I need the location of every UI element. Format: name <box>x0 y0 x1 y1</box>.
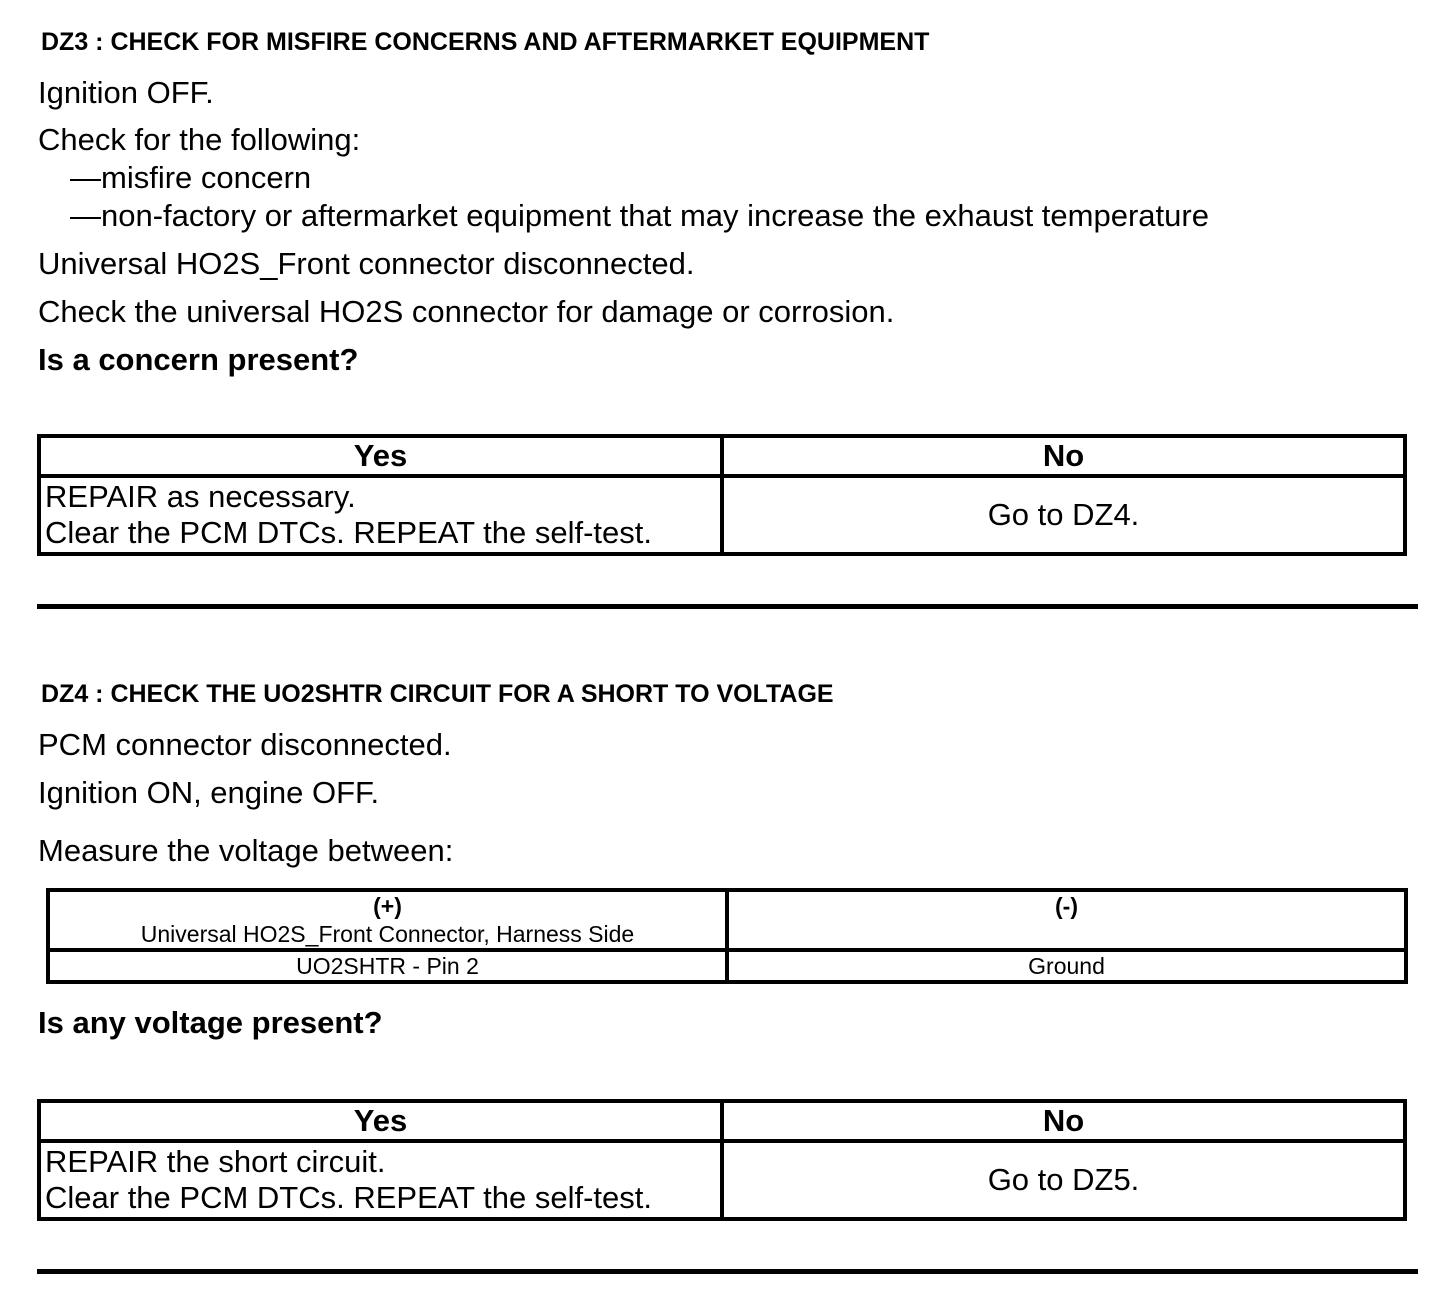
measure-positive-symbol: (+) <box>373 893 402 919</box>
dz3-result-table <box>37 434 1407 556</box>
dz3-step-connector-disconnected: Universal HO2S_Front connector disconnected. <box>38 246 695 281</box>
dz4-no-header: No <box>722 1101 1405 1141</box>
dz3-yes-action <box>39 476 722 554</box>
dz3-step-ignition-off: Ignition OFF. <box>38 75 214 110</box>
bottom-divider <box>37 1269 1418 1274</box>
dz4-yes-line2: Clear the PCM DTCs. REPEAT the self-test. <box>45 1180 652 1215</box>
dz4-measure-table <box>46 888 1408 984</box>
dz3-step-check-following: Check for the following: <box>38 122 361 157</box>
dz3-yes-line2: Clear the PCM DTCs. REPEAT the self-test. <box>45 515 652 550</box>
dz4-no-action: Go to DZ5. <box>722 1141 1405 1219</box>
measure-positive-header <box>48 890 727 950</box>
dz3-question: Is a concern present? <box>38 342 359 377</box>
dz3-no-header: No <box>722 436 1405 476</box>
measure-negative-header <box>727 890 1406 950</box>
dz3-heading: DZ3 : CHECK FOR MISFIRE CONCERNS AND AFTERMARKET EQUIPMENT <box>41 28 930 56</box>
dz3-no-action: Go to DZ4. <box>722 476 1405 554</box>
measure-negative-value: Ground <box>727 950 1406 982</box>
dz4-result-table <box>37 1099 1407 1221</box>
dz4-yes-action <box>39 1141 722 1219</box>
measure-negative-symbol: (-) <box>1055 893 1078 919</box>
dz3-yes-header: Yes <box>39 436 722 476</box>
dz3-yes-line1: REPAIR as necessary. <box>45 479 356 514</box>
dz3-step-aftermarket: —non-factory or aftermarket equipment that may increase the exhaust temperature <box>70 198 1209 233</box>
dz3-step-check-connector: Check the universal HO2S connector for damage or corrosion. <box>38 294 895 329</box>
measure-positive-value: UO2SHTR - Pin 2 <box>48 950 727 982</box>
dz4-step-pcm-disconnected: PCM connector disconnected. <box>38 727 452 762</box>
dz4-yes-header: Yes <box>39 1101 722 1141</box>
dz4-step-ignition-on: Ignition ON, engine OFF. <box>38 775 380 810</box>
dz4-step-measure: Measure the voltage between: <box>38 833 454 868</box>
dz4-heading: DZ4 : CHECK THE UO2SHTR CIRCUIT FOR A SHORT TO VOLTAGE <box>41 680 834 708</box>
measure-positive-description: Universal HO2S_Front Connector, Harness Side <box>140 921 635 947</box>
section-divider <box>37 604 1418 609</box>
dz4-yes-line1: REPAIR the short circuit. <box>45 1144 386 1179</box>
dz4-question: Is any voltage present? <box>38 1005 383 1040</box>
dz3-step-misfire: —misfire concern <box>70 160 312 195</box>
